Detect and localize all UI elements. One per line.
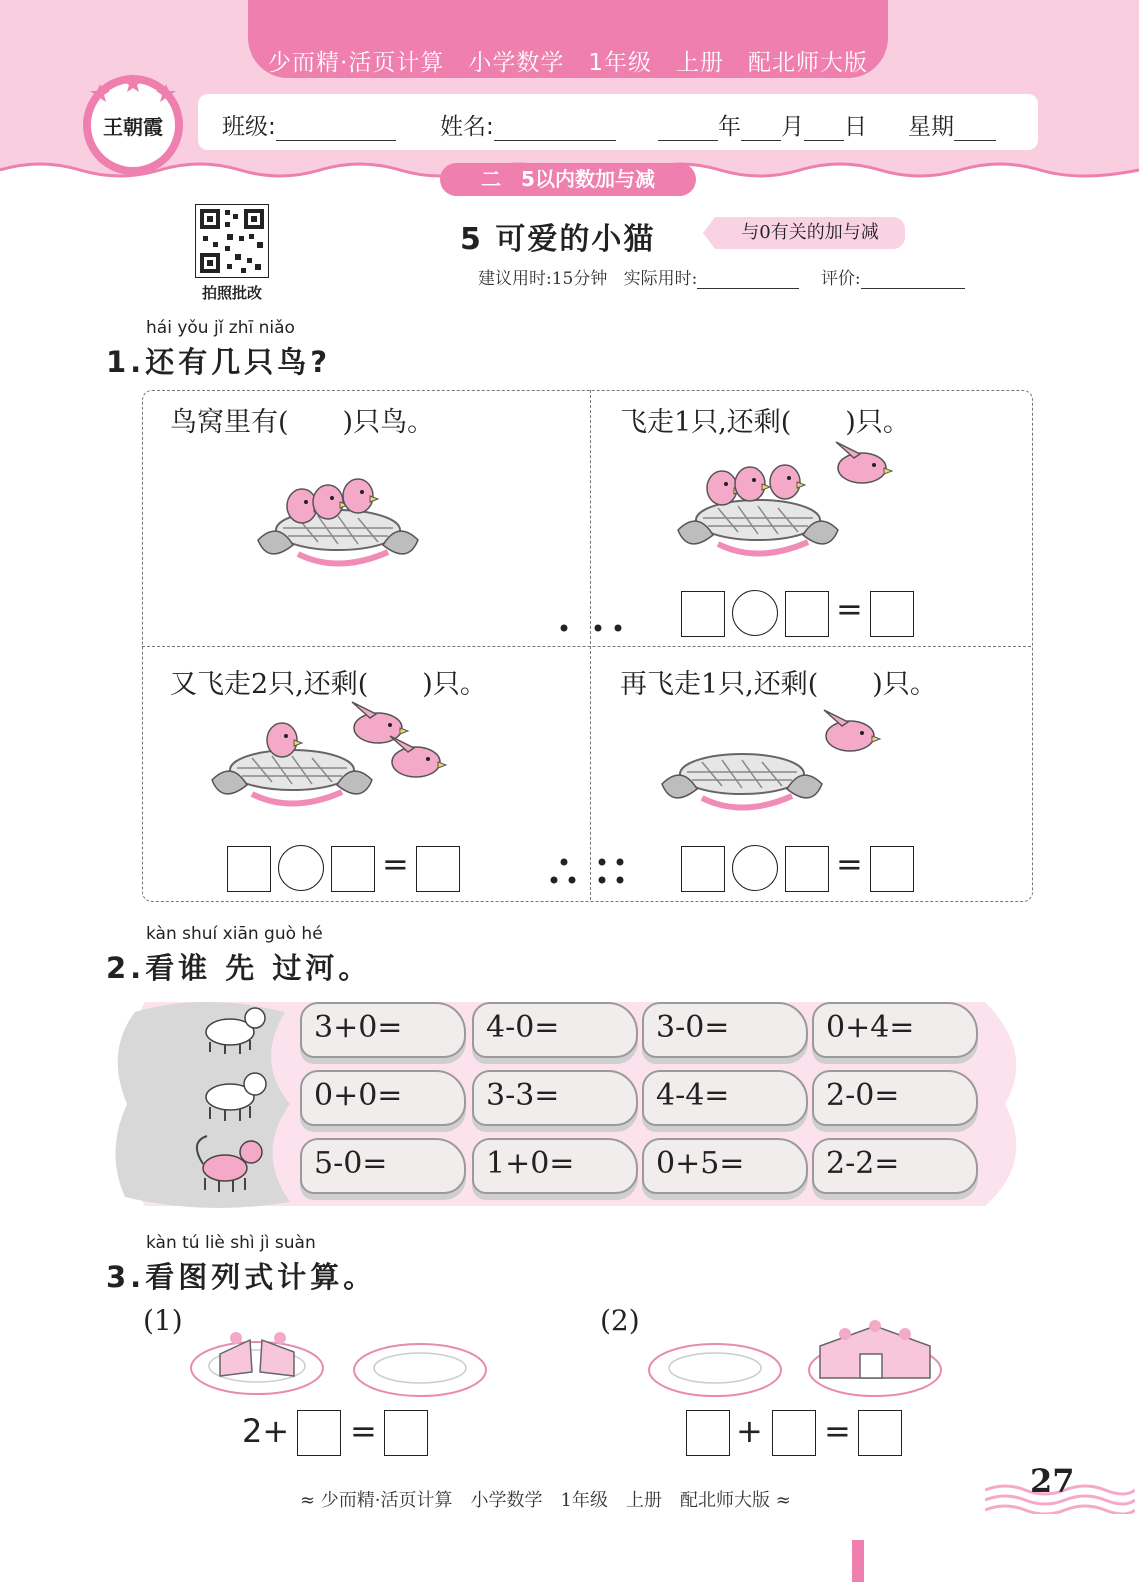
unit-label: 二 5以内数加与减 <box>440 163 696 196</box>
weekday-label: 星期 <box>908 114 954 140</box>
page-number: 27 <box>1030 1462 1075 1500</box>
q3-pinyin: kàn tú liè shì jì suàn <box>146 1233 316 1253</box>
problem-text: 0+5= <box>656 1146 745 1181</box>
actual-time-blank[interactable] <box>697 266 799 289</box>
plate-icon <box>354 1344 486 1396</box>
actual-time-label: 实际用时: <box>623 269 698 289</box>
lesson-title: 5 可爱的小猫 <box>460 222 656 257</box>
class-blank[interactable] <box>276 118 396 141</box>
problem-text: 0+4= <box>826 1010 915 1045</box>
brand-logo <box>80 72 186 178</box>
plate-icon <box>649 1344 781 1396</box>
operator-circle[interactable] <box>278 845 324 891</box>
answer-box[interactable] <box>772 1410 816 1456</box>
q2-pinyin: kàn shuí xiān guò hé <box>146 924 323 944</box>
equals-sign: = <box>350 1412 377 1450</box>
qr-label: 拍照批改 <box>201 284 262 302</box>
rating-blank[interactable] <box>861 266 965 289</box>
stepping-stone <box>642 1138 808 1194</box>
answer-box[interactable] <box>785 591 829 637</box>
footer-text: ≈ 少而精·活页计算 小学数学 1年级 上册 配北师大版 ≈ <box>300 1490 791 1511</box>
plus-sign: + <box>736 1412 763 1450</box>
problem-text: 2-0= <box>826 1078 900 1113</box>
answer-box[interactable] <box>681 591 725 637</box>
rating-label: 评价: <box>820 269 861 289</box>
cake-plate-icon <box>809 1320 941 1396</box>
stepping-stone <box>300 1002 466 1058</box>
stepping-stone <box>812 1070 978 1126</box>
stepping-stone <box>812 1138 978 1194</box>
name-field <box>440 108 616 141</box>
equals-sign: = <box>836 845 863 883</box>
answer-box[interactable] <box>785 846 829 892</box>
q1-pinyin: hái yǒu jǐ zhī niǎo <box>146 318 295 338</box>
month-blank[interactable] <box>741 118 781 141</box>
problem-text: 4-0= <box>486 1010 560 1045</box>
q2-title: 2.看谁 先 过河。 <box>106 951 372 985</box>
q1-title: 1.还有几只鸟? <box>106 345 332 379</box>
name-label: 姓名: <box>440 114 494 140</box>
plate-icon <box>191 1332 323 1394</box>
stepping-stone <box>642 1002 808 1058</box>
answer-box[interactable] <box>858 1410 902 1456</box>
problem-text: 3-0= <box>656 1010 730 1045</box>
answer-box[interactable] <box>870 846 914 892</box>
series-title: 少而精·活页计算 小学数学 1年级 上册 配北师大版 <box>268 50 868 76</box>
equals-sign: = <box>382 845 409 883</box>
day-blank[interactable] <box>804 118 844 141</box>
logo-text: 王朝霞 <box>103 115 163 139</box>
answer-box[interactable] <box>686 1410 730 1456</box>
class-field <box>222 108 396 141</box>
month-label: 月 <box>781 114 804 140</box>
suggested-time: 建议用时:15分钟 <box>478 269 608 289</box>
qr-code-icon[interactable] <box>195 204 269 278</box>
problem-text: 5-0= <box>314 1146 388 1181</box>
equals-sign: = <box>824 1412 851 1450</box>
answer-box[interactable] <box>331 846 375 892</box>
q3-title: 3.看图列式计算。 <box>106 1260 377 1294</box>
year-blank[interactable] <box>658 118 718 141</box>
answer-box[interactable] <box>416 846 460 892</box>
stepping-stone <box>472 1138 638 1194</box>
stepping-stone <box>300 1070 466 1126</box>
time-rating-line <box>478 264 965 289</box>
operator-circle[interactable] <box>732 590 778 636</box>
lesson-topic-tag: 与0有关的加与减 <box>715 217 905 249</box>
problem-text: 4-4= <box>656 1078 730 1113</box>
stepping-stone <box>472 1070 638 1126</box>
answer-box[interactable] <box>681 846 725 892</box>
q1-illustrations <box>140 390 1035 902</box>
answer-box[interactable] <box>227 846 271 892</box>
q1-cell-text: 再飞走1只,还剩( )只。 <box>620 669 937 700</box>
problem-text: 2-2= <box>826 1146 900 1181</box>
problem-text: 3+0= <box>314 1010 403 1045</box>
stepping-stone <box>472 1002 638 1058</box>
stepping-stone <box>642 1070 808 1126</box>
operator-circle[interactable] <box>732 845 778 891</box>
problem-text: 1+0= <box>486 1146 575 1181</box>
q3-part1-prefix: 2+ <box>242 1412 290 1450</box>
date-field <box>658 108 867 141</box>
name-blank[interactable] <box>494 118 616 141</box>
q3-part2-label: (2) <box>600 1304 640 1337</box>
stepping-stone <box>300 1138 466 1194</box>
equals-sign: = <box>836 590 863 628</box>
answer-box[interactable] <box>384 1410 428 1456</box>
q1-cell-text: 鸟窝里有( )只鸟。 <box>170 407 435 438</box>
weekday-field <box>908 108 996 141</box>
problem-text: 0+0= <box>314 1078 403 1113</box>
q1-cell-text: 又飞走2只,还剩( )只。 <box>170 669 487 700</box>
q1-cell-text: 飞走1只,还剩( )只。 <box>620 407 910 438</box>
problem-text: 3-3= <box>486 1078 560 1113</box>
class-label: 班级: <box>222 114 276 140</box>
answer-box[interactable] <box>297 1410 341 1456</box>
stepping-stone <box>812 1002 978 1058</box>
q3-part1-label: (1) <box>143 1304 183 1337</box>
weekday-blank[interactable] <box>954 118 996 141</box>
day-label: 日 <box>844 114 867 140</box>
counting-dots <box>551 625 624 884</box>
q3-plates <box>180 1320 960 1400</box>
answer-box[interactable] <box>870 591 914 637</box>
footer-accent-strip <box>852 1540 864 1582</box>
year-label: 年 <box>718 114 741 140</box>
